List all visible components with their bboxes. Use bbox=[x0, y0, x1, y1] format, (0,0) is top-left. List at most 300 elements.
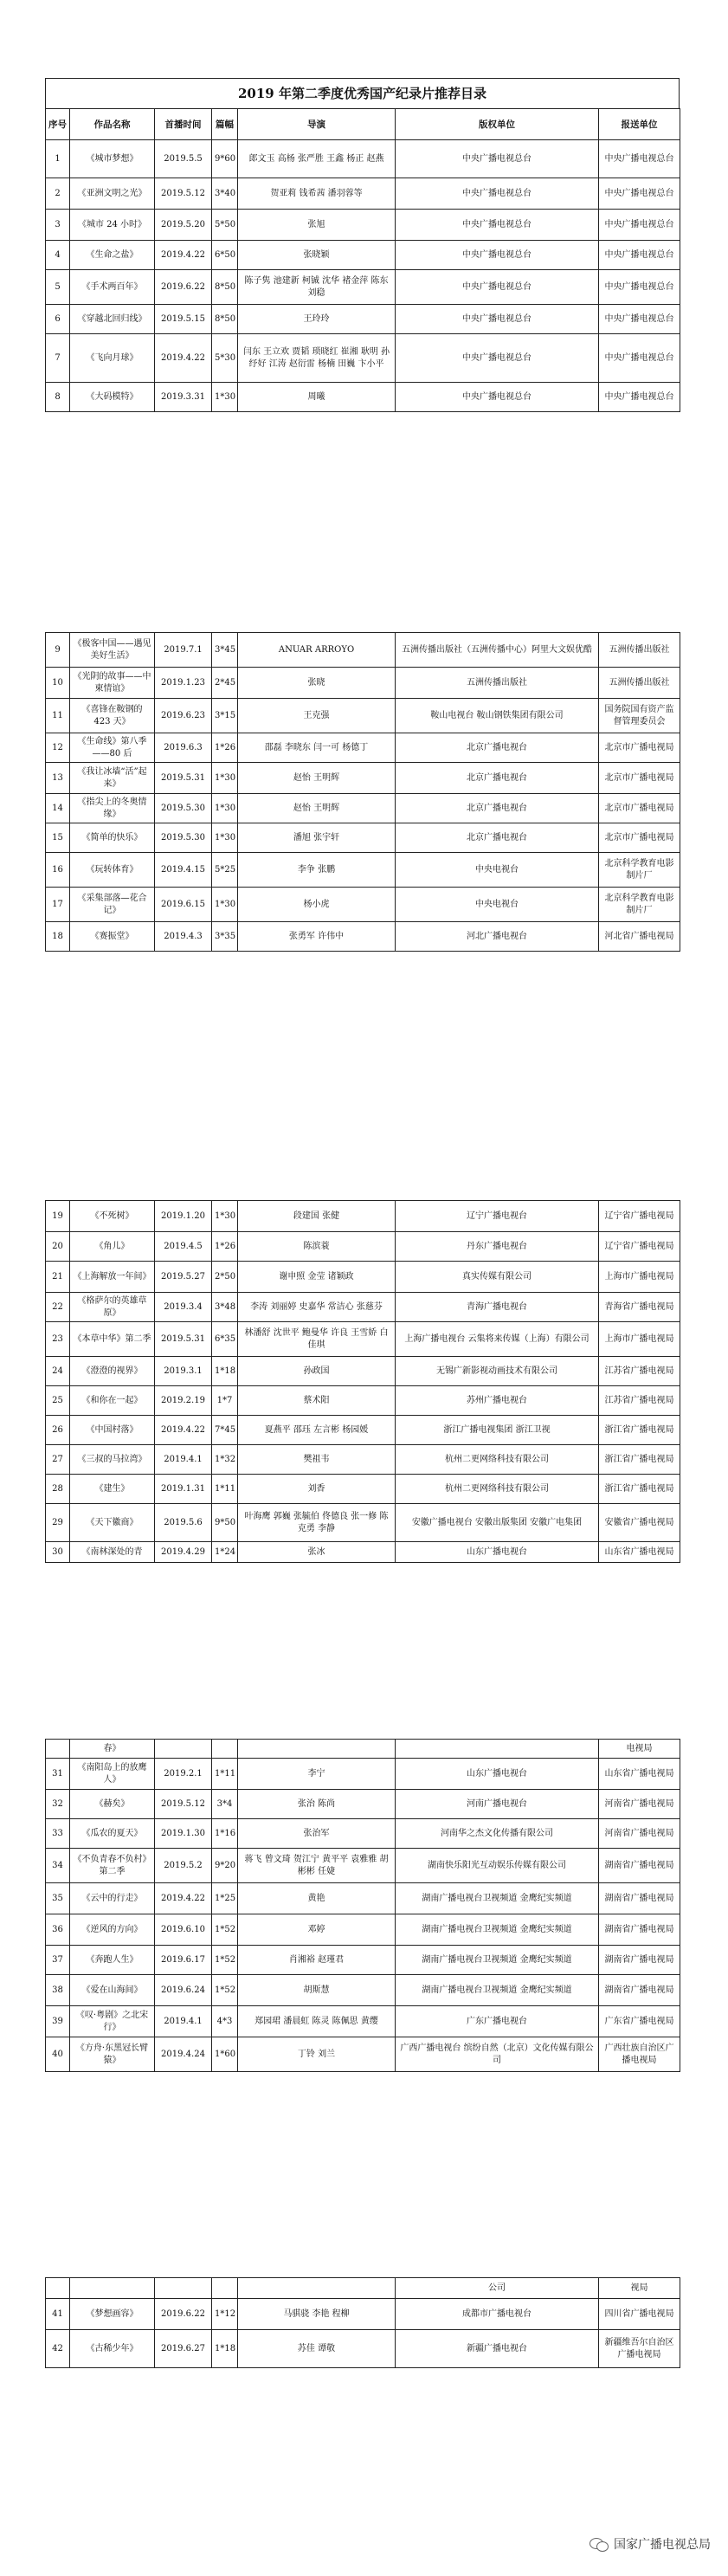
cell-premiere: 2019.6.17 bbox=[155, 1946, 212, 1975]
cell-episodes: 1*30 bbox=[212, 763, 238, 794]
cell-index: 17 bbox=[46, 888, 70, 922]
cell-premiere: 2019.4.22 bbox=[155, 1416, 212, 1445]
cell-premiere: 2019.5.15 bbox=[155, 305, 212, 334]
cell-copyright: 山东广播电视台 bbox=[396, 1542, 599, 1563]
cell-index: 32 bbox=[46, 1790, 70, 1819]
cell-copyright: 公司 bbox=[396, 2278, 599, 2299]
cell-submitter: 北京市广播电视局 bbox=[599, 763, 680, 794]
table-row bbox=[46, 633, 680, 668]
catalog-sheet-5 bbox=[45, 2277, 680, 2368]
cell-submitter: 四川省广播电视局 bbox=[599, 2299, 680, 2330]
catalog-table-2 bbox=[45, 632, 680, 952]
cell-index: 38 bbox=[46, 1975, 70, 2006]
cell-premiere: 2019.4.1 bbox=[155, 2006, 212, 2037]
cell-premiere: 2019.6.27 bbox=[155, 2330, 212, 2368]
cell-director: 胡斯慧 bbox=[238, 1975, 396, 2006]
cell-premiere: 2019.5.27 bbox=[155, 1262, 212, 1293]
cell-premiere: 2019.4.5 bbox=[155, 1232, 212, 1262]
header-submitter: 报送单位 bbox=[599, 109, 680, 140]
cell-title: 《不死树》 bbox=[70, 1201, 155, 1232]
cell-submitter: 广东省广播电视局 bbox=[599, 2006, 680, 2037]
cell-episodes: 5*50 bbox=[212, 210, 238, 241]
cell-index: 41 bbox=[46, 2299, 70, 2330]
cell-title: 《穿越北回归线》 bbox=[70, 305, 155, 334]
cell-submitter: 广西壮族自治区广播电视局 bbox=[599, 2037, 680, 2072]
cell-submitter: 浙江省广播电视局 bbox=[599, 1416, 680, 1445]
table-row bbox=[46, 1201, 680, 1232]
cell-title: 《三叔的马拉湾》 bbox=[70, 1445, 155, 1475]
table-row bbox=[46, 270, 680, 305]
table-row bbox=[46, 1322, 680, 1357]
cell-premiere: 2019.6.23 bbox=[155, 699, 212, 733]
cell-submitter: 河北省广播电视局 bbox=[599, 922, 680, 952]
cell-premiere: 2019.6.15 bbox=[155, 888, 212, 922]
cell-premiere: 2019.1.31 bbox=[155, 1475, 212, 1504]
cell-copyright: 中央电视台 bbox=[396, 853, 599, 888]
cell-copyright: 中央广播电视总台 bbox=[396, 140, 599, 178]
catalog-table-5 bbox=[45, 2277, 680, 2368]
watermark bbox=[589, 2535, 711, 2553]
table-row bbox=[46, 140, 680, 178]
cell-submitter: 中央广播电视总台 bbox=[599, 334, 680, 383]
cell-submitter: 中央广播电视总台 bbox=[599, 178, 680, 210]
cell-copyright: 山东广播电视台 bbox=[396, 1759, 599, 1790]
cell-premiere: 2019.6.22 bbox=[155, 270, 212, 305]
cell-episodes: 8*50 bbox=[212, 305, 238, 334]
cell-submitter: 中央广播电视总台 bbox=[599, 383, 680, 412]
cell-title: 《叹·粤剧》之北宋行》 bbox=[70, 2006, 155, 2037]
table-row bbox=[46, 1759, 680, 1790]
table-row bbox=[46, 733, 680, 763]
page-title: 2019 年第二季度优秀国产纪录片推荐目录 bbox=[45, 78, 680, 108]
cell-index: 1 bbox=[46, 140, 70, 178]
cell-index: 11 bbox=[46, 699, 70, 733]
cell-director: 黄艳 bbox=[238, 1883, 396, 1914]
cell-director: 李争 张鹏 bbox=[238, 853, 396, 888]
header-episodes: 篇幅 bbox=[212, 109, 238, 140]
cell-copyright: 湖南广播电视台卫视频道 金鹰纪实频道 bbox=[396, 1883, 599, 1914]
cell-premiere: 2019.6.22 bbox=[155, 2299, 212, 2330]
table-row bbox=[46, 1475, 680, 1504]
header-copyright: 版权单位 bbox=[396, 109, 599, 140]
cell-director: 闫东 王立欢 贾韬 琐晓红 崔湘 耿明 孙纾好 江涛 赵衍雷 杨楠 田巍 卞小平 bbox=[238, 334, 396, 383]
cell-copyright: 河南华之杰文化传播有限公司 bbox=[396, 1819, 599, 1849]
table-row bbox=[46, 210, 680, 241]
cell-episodes: 3*4 bbox=[212, 1790, 238, 1819]
cell-premiere: 2019.4.22 bbox=[155, 241, 212, 270]
cell-copyright: 北京广播电视台 bbox=[396, 794, 599, 823]
cell-submitter: 湖南省广播电视局 bbox=[599, 1946, 680, 1975]
cell-director: 潘旭 张宇轩 bbox=[238, 823, 396, 853]
cell-premiere: 2019.5.30 bbox=[155, 794, 212, 823]
cell-title: 《喜锋在鞍钢的 423 天》 bbox=[70, 699, 155, 733]
cell-premiere: 2019.5.30 bbox=[155, 823, 212, 853]
cell-episodes: 3*48 bbox=[212, 1293, 238, 1322]
table-row bbox=[46, 334, 680, 383]
cell-copyright: 北京广播电视台 bbox=[396, 823, 599, 853]
cell-episodes: 1*30 bbox=[212, 794, 238, 823]
cell-title: 《建生》 bbox=[70, 1475, 155, 1504]
table-row bbox=[46, 1416, 680, 1445]
cell-director: 蒋飞 曾文琦 贺江宁 黄平平 袁雅雅 胡彬彬 任婕 bbox=[238, 1849, 396, 1883]
cell-copyright: 广东广播电视台 bbox=[396, 2006, 599, 2037]
cell-copyright: 苏州广播电视台 bbox=[396, 1386, 599, 1416]
cell-copyright: 广西广播电视台 缤纷自然（北京）文化传媒有限公司 bbox=[396, 2037, 599, 2072]
cell-copyright: 北京广播电视台 bbox=[396, 733, 599, 763]
cell-index: 22 bbox=[46, 1293, 70, 1322]
cell-copyright: 辽宁广播电视台 bbox=[396, 1201, 599, 1232]
cell-copyright: 北京广播电视台 bbox=[396, 763, 599, 794]
cell-copyright: 河北广播电视台 bbox=[396, 922, 599, 952]
cell-index: 18 bbox=[46, 922, 70, 952]
cell-submitter: 中央广播电视总台 bbox=[599, 305, 680, 334]
cell-submitter: 山东省广播电视局 bbox=[599, 1759, 680, 1790]
table-row bbox=[46, 1542, 680, 1563]
cell-premiere: 2019.5.31 bbox=[155, 1322, 212, 1357]
cell-title: 《赛振堂》 bbox=[70, 922, 155, 952]
cell-premiere: 2019.5.12 bbox=[155, 178, 212, 210]
cell-index: 36 bbox=[46, 1914, 70, 1946]
cell-title: 《赫矣》 bbox=[70, 1790, 155, 1819]
catalog-table-4 bbox=[45, 1739, 680, 2072]
cell-director: 杨小虎 bbox=[238, 888, 396, 922]
cell-copyright: 五洲传播出版社（五洲传播中心）阿里大文娱优酷 bbox=[396, 633, 599, 668]
cell-title: 《我让冰墙“活”起来》 bbox=[70, 763, 155, 794]
cell-premiere bbox=[155, 1740, 212, 1759]
cell-director: 陈子隽 池建新 柯铖 沈华 褚金萍 陈东 刘稳 bbox=[238, 270, 396, 305]
cell-title: 《云中的行走》 bbox=[70, 1883, 155, 1914]
cell-index: 14 bbox=[46, 794, 70, 823]
cell-copyright bbox=[396, 1740, 599, 1759]
cell-submitter: 青海省广播电视局 bbox=[599, 1293, 680, 1322]
cell-title: 《飞向月球》 bbox=[70, 334, 155, 383]
cell-submitter: 浙江省广播电视局 bbox=[599, 1475, 680, 1504]
catalog-sheet-2 bbox=[45, 632, 680, 952]
cell-director: 张晓 bbox=[238, 668, 396, 699]
cell-title: 《瓜农的夏天》 bbox=[70, 1819, 155, 1849]
table-row bbox=[46, 1946, 680, 1975]
cell-premiere: 2019.6.24 bbox=[155, 1975, 212, 2006]
header-title: 作品名称 bbox=[70, 109, 155, 140]
cell-premiere: 2019.5.12 bbox=[155, 1790, 212, 1819]
cell-director: 王克强 bbox=[238, 699, 396, 733]
cell-index: 13 bbox=[46, 763, 70, 794]
cell-director: 丁铃 刘兰 bbox=[238, 2037, 396, 2072]
header-premiere: 首播时间 bbox=[155, 109, 212, 140]
cell-title: 《南林深处的青 bbox=[70, 1542, 155, 1563]
table-row bbox=[46, 2330, 680, 2368]
catalog-sheet-4 bbox=[45, 1739, 680, 2072]
header-director: 导演 bbox=[238, 109, 396, 140]
cell-index: 5 bbox=[46, 270, 70, 305]
cell-premiere: 2019.6.10 bbox=[155, 1914, 212, 1946]
cell-submitter: 上海市广播电视局 bbox=[599, 1322, 680, 1357]
cell-title: 《和你在一起》 bbox=[70, 1386, 155, 1416]
cell-copyright: 中央广播电视总台 bbox=[396, 241, 599, 270]
cell-index: 30 bbox=[46, 1542, 70, 1563]
cell-copyright: 新疆广播电视台 bbox=[396, 2330, 599, 2368]
table-row bbox=[46, 668, 680, 699]
table-row bbox=[46, 178, 680, 210]
table-row bbox=[46, 305, 680, 334]
table-row bbox=[46, 1883, 680, 1914]
cell-title: 《天下徽商》 bbox=[70, 1504, 155, 1542]
cell-title: 《逆风的方向》 bbox=[70, 1914, 155, 1946]
table-row bbox=[46, 241, 680, 270]
cell-premiere: 2019.1.23 bbox=[155, 668, 212, 699]
cell-episodes: 4*3 bbox=[212, 2006, 238, 2037]
cell-episodes: 1*30 bbox=[212, 823, 238, 853]
cell-title: 春》 bbox=[70, 1740, 155, 1759]
cell-title: 《南阳岛上的放鹰人》 bbox=[70, 1759, 155, 1790]
cell-index: 6 bbox=[46, 305, 70, 334]
cell-copyright: 中央广播电视总台 bbox=[396, 305, 599, 334]
table-row bbox=[46, 1819, 680, 1849]
catalog-sheet-1 bbox=[45, 78, 680, 412]
cell-premiere: 2019.2.1 bbox=[155, 1759, 212, 1790]
cell-director: 张治 陈尚 bbox=[238, 1790, 396, 1819]
cell-episodes: 1*7 bbox=[212, 1386, 238, 1416]
cell-index: 3 bbox=[46, 210, 70, 241]
cell-episodes bbox=[212, 2278, 238, 2299]
table-row bbox=[46, 2037, 680, 2072]
cell-index bbox=[46, 1740, 70, 1759]
cell-title: 《玩转体育》 bbox=[70, 853, 155, 888]
cell-episodes: 1*11 bbox=[212, 1475, 238, 1504]
cell-submitter: 辽宁省广播电视局 bbox=[599, 1201, 680, 1232]
cell-director: 叶海鹰 郭巍 张毓伯 佟德良 张一修 陈克勇 李静 bbox=[238, 1504, 396, 1542]
cell-index: 27 bbox=[46, 1445, 70, 1475]
table-row bbox=[46, 1849, 680, 1883]
cell-director: 张治军 bbox=[238, 1819, 396, 1849]
cell-title: 《简单的快乐》 bbox=[70, 823, 155, 853]
cell-episodes: 3*35 bbox=[212, 922, 238, 952]
cell-episodes: 1*26 bbox=[212, 733, 238, 763]
cell-director: 刘香 bbox=[238, 1475, 396, 1504]
cell-premiere: 2019.2.19 bbox=[155, 1386, 212, 1416]
cell-submitter: 湖南省广播电视局 bbox=[599, 1883, 680, 1914]
table-header-row bbox=[46, 109, 680, 140]
cell-copyright: 中央广播电视总台 bbox=[396, 210, 599, 241]
cell-submitter: 山东省广播电视局 bbox=[599, 1542, 680, 1563]
cell-submitter: 北京市广播电视局 bbox=[599, 823, 680, 853]
header-index: 序号 bbox=[46, 109, 70, 140]
watermark-text: 国家广播电视总局 bbox=[614, 2538, 711, 2552]
cell-title: 《亚洲文明之光》 bbox=[70, 178, 155, 210]
cell-title: 《手术两百年》 bbox=[70, 270, 155, 305]
cell-submitter: 江苏省广播电视局 bbox=[599, 1386, 680, 1416]
cell-episodes: 1*26 bbox=[212, 1232, 238, 1262]
cell-index: 2 bbox=[46, 178, 70, 210]
cell-director: 张勇军 许伟中 bbox=[238, 922, 396, 952]
cell-director: 赵怡 王明辉 bbox=[238, 763, 396, 794]
cell-submitter: 北京市广播电视局 bbox=[599, 794, 680, 823]
cell-title: 《采集部落—花合记》 bbox=[70, 888, 155, 922]
cell-director: 林潘舒 沈世平 鲍曼华 许良 王雪娇 白佳琪 bbox=[238, 1322, 396, 1357]
cell-title: 《澄澄的视界》 bbox=[70, 1357, 155, 1386]
cell-title: 《爱在山海间》 bbox=[70, 1975, 155, 2006]
cell-index: 20 bbox=[46, 1232, 70, 1262]
cell-submitter: 中央广播电视总台 bbox=[599, 241, 680, 270]
cell-title: 《奔跑人生》 bbox=[70, 1946, 155, 1975]
cell-premiere: 2019.4.22 bbox=[155, 334, 212, 383]
cell-copyright: 湖南广播电视台卫视频道 金鹰纪实频道 bbox=[396, 1914, 599, 1946]
cell-submitter: 北京市广播电视局 bbox=[599, 733, 680, 763]
cell-director: 赵怡 王明辉 bbox=[238, 794, 396, 823]
cell-copyright: 湖南广播电视台卫视频道 金鹰纪实频道 bbox=[396, 1946, 599, 1975]
table-row bbox=[46, 1232, 680, 1262]
cell-director: 张冰 bbox=[238, 1542, 396, 1563]
cell-index: 33 bbox=[46, 1819, 70, 1849]
cell-premiere: 2019.4.29 bbox=[155, 1542, 212, 1563]
cell-index: 29 bbox=[46, 1504, 70, 1542]
cell-title: 《角儿》 bbox=[70, 1232, 155, 1262]
cell-index: 25 bbox=[46, 1386, 70, 1416]
cell-submitter: 中央广播电视总台 bbox=[599, 140, 680, 178]
cell-index: 39 bbox=[46, 2006, 70, 2037]
cell-index: 12 bbox=[46, 733, 70, 763]
cell-title: 《城市梦想》 bbox=[70, 140, 155, 178]
cell-index: 34 bbox=[46, 1849, 70, 1883]
cell-director: 谢申照 金莹 诸颖政 bbox=[238, 1262, 396, 1293]
cell-episodes: 9*50 bbox=[212, 1504, 238, 1542]
cell-premiere: 2019.5.5 bbox=[155, 140, 212, 178]
cell-director bbox=[238, 2278, 396, 2299]
cell-director: 苏佳 谭敬 bbox=[238, 2330, 396, 2368]
cell-copyright: 浙江广播电视集团 浙江卫视 bbox=[396, 1416, 599, 1445]
cell-title: 《本草中华》第二季 bbox=[70, 1322, 155, 1357]
cell-copyright: 无锡广新影视动画技术有限公司 bbox=[396, 1357, 599, 1386]
table-row bbox=[46, 823, 680, 853]
cell-episodes: 2*45 bbox=[212, 668, 238, 699]
cell-director: 张晓颖 bbox=[238, 241, 396, 270]
cell-premiere: 2019.1.30 bbox=[155, 1819, 212, 1849]
cell-index: 7 bbox=[46, 334, 70, 383]
cell-director: 邵磊 李晓东 闫一可 杨德丁 bbox=[238, 733, 396, 763]
cell-submitter: 电视局 bbox=[599, 1740, 680, 1759]
cell-episodes: 1*30 bbox=[212, 888, 238, 922]
cell-title: 《梦想画容》 bbox=[70, 2299, 155, 2330]
cell-index: 31 bbox=[46, 1759, 70, 1790]
cell-premiere: 2019.5.20 bbox=[155, 210, 212, 241]
cell-submitter: 湖南省广播电视局 bbox=[599, 1914, 680, 1946]
cell-submitter: 中央广播电视总台 bbox=[599, 210, 680, 241]
cell-premiere: 2019.4.3 bbox=[155, 922, 212, 952]
table-row bbox=[46, 383, 680, 412]
cell-submitter: 辽宁省广播电视局 bbox=[599, 1232, 680, 1262]
cell-director: 陈滨蓑 bbox=[238, 1232, 396, 1262]
table-row bbox=[46, 794, 680, 823]
cell-title: 《古稀少年》 bbox=[70, 2330, 155, 2368]
cell-title: 《指尖上的冬奥情缘》 bbox=[70, 794, 155, 823]
cell-episodes: 2*50 bbox=[212, 1262, 238, 1293]
cell-director: 夏燕平 邵珏 左言彬 杨园媛 bbox=[238, 1416, 396, 1445]
cell-director: ANUAR ARROYO bbox=[238, 633, 396, 668]
cell-copyright: 中央广播电视总台 bbox=[396, 383, 599, 412]
cell-episodes: 1*60 bbox=[212, 2037, 238, 2072]
table-row bbox=[46, 1740, 680, 1759]
cell-premiere: 2019.4.22 bbox=[155, 1883, 212, 1914]
cell-index: 40 bbox=[46, 2037, 70, 2072]
cell-copyright: 中央广播电视总台 bbox=[396, 270, 599, 305]
cell-director bbox=[238, 1740, 396, 1759]
cell-submitter: 北京科学教育电影制片厂 bbox=[599, 888, 680, 922]
cell-episodes: 1*18 bbox=[212, 1357, 238, 1386]
cell-submitter: 五洲传播出版社 bbox=[599, 668, 680, 699]
cell-index: 9 bbox=[46, 633, 70, 668]
cell-copyright: 安徽广播电视台 安徽出版集团 安徽广电集团 bbox=[396, 1504, 599, 1542]
table-row bbox=[46, 922, 680, 952]
cell-episodes bbox=[212, 1740, 238, 1759]
table-row bbox=[46, 1262, 680, 1293]
cell-episodes: 1*25 bbox=[212, 1883, 238, 1914]
cell-episodes: 1*11 bbox=[212, 1759, 238, 1790]
cell-submitter: 河南省广播电视局 bbox=[599, 1790, 680, 1819]
cell-director: 樊祖韦 bbox=[238, 1445, 396, 1475]
cell-episodes: 1*12 bbox=[212, 2299, 238, 2330]
cell-director: 孙政国 bbox=[238, 1357, 396, 1386]
cell-index: 23 bbox=[46, 1322, 70, 1357]
table-row bbox=[46, 888, 680, 922]
cell-director: 郎文玉 高杨 张严胜 王鑫 杨正 赵燕 bbox=[238, 140, 396, 178]
cell-copyright: 杭州二更网络科技有限公司 bbox=[396, 1475, 599, 1504]
cell-episodes: 5*25 bbox=[212, 853, 238, 888]
table-row bbox=[46, 2006, 680, 2037]
cell-copyright: 中央广播电视总台 bbox=[396, 334, 599, 383]
cell-copyright: 湖南快乐阳光互动娱乐传媒有限公司 bbox=[396, 1849, 599, 1883]
table-row bbox=[46, 853, 680, 888]
cell-title: 《中国村落》 bbox=[70, 1416, 155, 1445]
cell-copyright: 青海广播电视台 bbox=[396, 1293, 599, 1322]
cell-index: 10 bbox=[46, 668, 70, 699]
cell-episodes: 5*30 bbox=[212, 334, 238, 383]
cell-premiere: 2019.7.1 bbox=[155, 633, 212, 668]
table-row bbox=[46, 1386, 680, 1416]
cell-copyright: 中央广播电视总台 bbox=[396, 178, 599, 210]
cell-episodes: 1*16 bbox=[212, 1819, 238, 1849]
cell-index: 4 bbox=[46, 241, 70, 270]
cell-episodes: 1*30 bbox=[212, 383, 238, 412]
cell-premiere: 2019.5.31 bbox=[155, 763, 212, 794]
cell-premiere: 2019.5.2 bbox=[155, 1849, 212, 1883]
cell-premiere: 2019.6.3 bbox=[155, 733, 212, 763]
cell-episodes: 1*52 bbox=[212, 1975, 238, 2006]
table-row bbox=[46, 1445, 680, 1475]
cell-episodes: 1*32 bbox=[212, 1445, 238, 1475]
cell-episodes: 1*18 bbox=[212, 2330, 238, 2368]
cell-index: 16 bbox=[46, 853, 70, 888]
cell-episodes: 7*45 bbox=[212, 1416, 238, 1445]
table-row bbox=[46, 1790, 680, 1819]
cell-premiere: 2019.3.31 bbox=[155, 383, 212, 412]
cell-title: 《光阴的故事——中柬情谊》 bbox=[70, 668, 155, 699]
table-row bbox=[46, 699, 680, 733]
cell-submitter: 视局 bbox=[599, 2278, 680, 2299]
cell-title: 《不负青春不负村》第二季 bbox=[70, 1849, 155, 1883]
cell-copyright: 成都市广播电视台 bbox=[396, 2299, 599, 2330]
cell-index: 15 bbox=[46, 823, 70, 853]
cell-submitter: 北京科学教育电影制片厂 bbox=[599, 853, 680, 888]
catalog-table-3 bbox=[45, 1200, 680, 1563]
cell-index: 28 bbox=[46, 1475, 70, 1504]
cell-episodes: 3*15 bbox=[212, 699, 238, 733]
cell-copyright: 鞍山电视台 鞍山钢铁集团有限公司 bbox=[396, 699, 599, 733]
table-row bbox=[46, 1293, 680, 1322]
cell-episodes: 1*30 bbox=[212, 1201, 238, 1232]
table-row bbox=[46, 1914, 680, 1946]
cell-copyright: 丹东广播电视台 bbox=[396, 1232, 599, 1262]
cell-submitter: 国务院国有资产监督管理委员会 bbox=[599, 699, 680, 733]
